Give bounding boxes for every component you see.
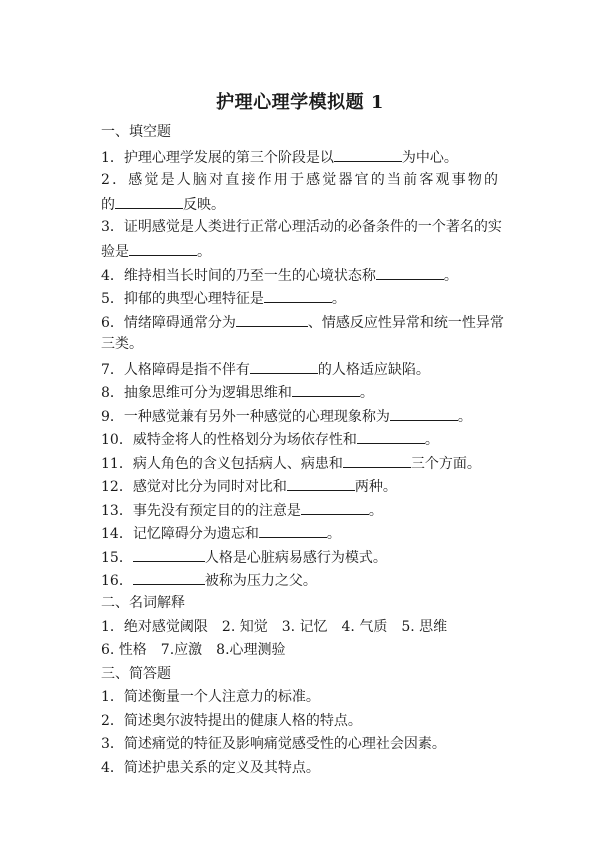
- answer-blank: [236, 312, 308, 327]
- question-3-line-2: 验是 。: [101, 241, 211, 261]
- answer-blank: [264, 288, 332, 303]
- section-heading-fill-blank: 一、填空题: [101, 124, 171, 140]
- answer-blank: [292, 382, 360, 397]
- question-10: 10．威特金将人的性格划分为场依存性和 。: [101, 429, 439, 449]
- definitions-line-2: 6. 性格 7.应激 8.心理测验: [101, 642, 286, 658]
- question-5: 5．抑郁的典型心理特征是 。: [101, 288, 346, 308]
- answer-blank: [334, 147, 402, 162]
- question-3-line-1: 3．证明感觉是人类进行正常心理活动的必备条件的一个著名的实: [101, 219, 502, 235]
- question-2-line-2: 的 反映。: [101, 194, 225, 214]
- section-heading-short-answer: 三、简答题: [101, 666, 171, 682]
- question-12: 12．感觉对比分为同时对比和 两种。: [101, 476, 397, 496]
- answer-blank: [376, 265, 444, 280]
- short-answer-3: 3．简述痛觉的特征及影响痛觉感受性的心理社会因素。: [101, 736, 446, 752]
- section-heading-definitions: 二、名词解释: [101, 595, 185, 611]
- question-15: 15． 人格是心脏病易感行为模式。: [101, 547, 387, 567]
- short-answer-2: 2．简述奥尔波特提出的健康人格的特点。: [101, 713, 362, 729]
- question-4: 4．维持相当长时间的乃至一生的心境状态称 。: [101, 265, 458, 285]
- question-1: 1．护理心理学发展的第三个阶段是以 为中心。: [101, 147, 458, 167]
- question-8: 8．抽象思维可分为逻辑思维和 。: [101, 382, 374, 402]
- question-2-line-1: 2．感觉是人脑对直接作用于感觉器官的当前客观事物的: [101, 172, 498, 188]
- answer-blank: [129, 241, 197, 256]
- question-6-line-2: 三类。: [101, 336, 143, 352]
- answer-blank: [287, 476, 355, 491]
- answer-blank: [343, 453, 411, 468]
- answer-blank: [133, 570, 205, 585]
- answer-blank: [390, 406, 458, 421]
- answer-blank: [259, 523, 327, 538]
- short-answer-1: 1．简述衡量一个人注意力的标准。: [101, 689, 320, 705]
- question-16: 16． 被称为压力之父。: [101, 570, 317, 590]
- question-7: 7．人格障碍是指不伴有 的人格适应缺陷。: [101, 359, 430, 379]
- answer-blank: [357, 429, 425, 444]
- definitions-line-1: 1．绝对感觉阈限 2. 知觉 3. 记忆 4. 气质 5. 思维: [101, 619, 448, 635]
- answer-blank: [250, 359, 318, 374]
- page-title: 护理心理学模拟题 1: [216, 92, 384, 113]
- question-6-line-1: 6．情绪障碍通常分为 、情感反应性异常和统一性异常: [101, 312, 504, 332]
- question-14: 14．记忆障碍分为遗忘和 。: [101, 523, 341, 543]
- question-11: 11．病人角色的含义包括病人、病患和 三个方面。: [101, 453, 481, 473]
- answer-blank: [301, 500, 369, 515]
- short-answer-4: 4．简述护患关系的定义及其特点。: [101, 760, 320, 776]
- answer-blank: [115, 194, 183, 209]
- question-13: 13．事先没有预定目的的注意是 。: [101, 500, 383, 520]
- question-9: 9．一种感觉兼有另外一种感觉的心理现象称为 。: [101, 406, 472, 426]
- answer-blank: [133, 547, 205, 562]
